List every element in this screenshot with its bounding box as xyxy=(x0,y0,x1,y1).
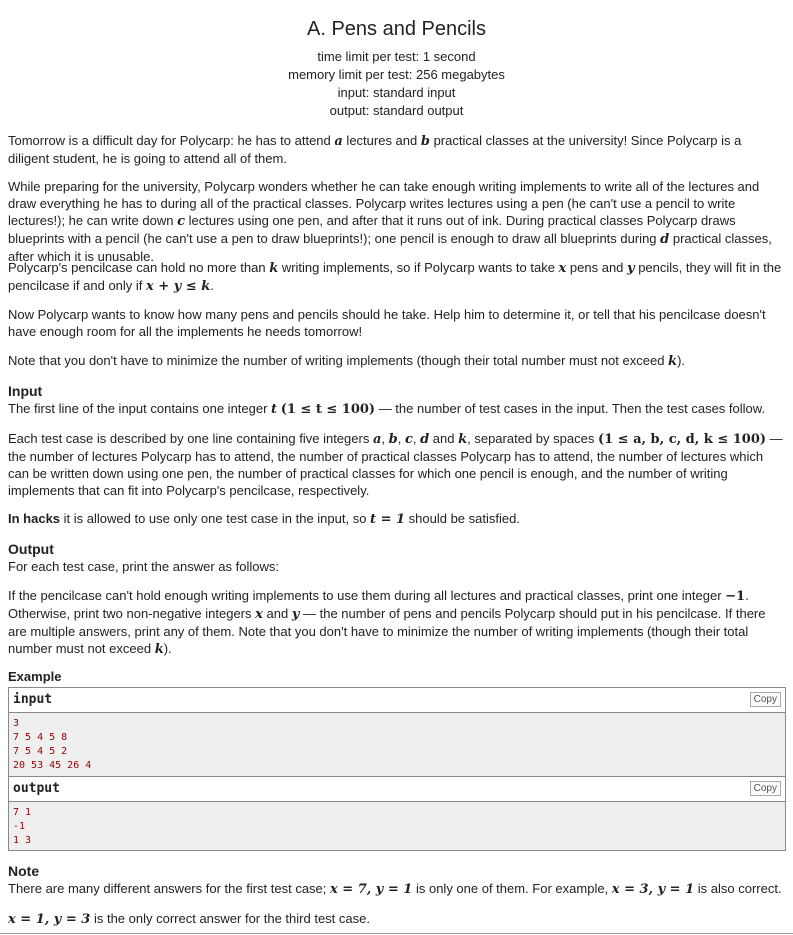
output-paragraph-1: For each test case, print the answer as follows: xyxy=(8,559,279,574)
example-output-header xyxy=(9,777,785,802)
statement-paragraph-1: Tomorrow is a difficult day for Polycarp: he has to attend a lectures and b practical classes at the university! Since Polycarp is a diligent student, he is going to attend all of them. xyxy=(8,133,742,166)
bottom-divider xyxy=(0,933,793,934)
statement-paragraph-4: Now Polycarp wants to know how many pens and pencils should he take. Help him to determine it, or tell that his pencilcase doesn't have enough room for all the implements he needs tomorrow! xyxy=(8,307,766,339)
input-line: 20 53 45 26 4 xyxy=(13,760,92,771)
input-line: 7 5 4 5 8 xyxy=(13,732,68,743)
statement-paragraph-2: While preparing for the university, Polycarp wonders whether he can take enough writing implements to write all of the lectures and draw everything he has to during all of the practical classes. Polycarp writes lectures using a pen (he can't use a pencil to write lectures!); he can write down c lectures using one pen, and after that it runs out of ink. During practical classes Polycarp draws blueprints with a pencil (he can't use a pen to draw blueprints!); one pencil is enough to draw all blueprints during d practical classes, after which it is unusable. xyxy=(8,179,772,264)
time-limit: time limit per test: 1 second xyxy=(317,49,476,64)
output-paragraph-2: If the pencilcase can't hold enough writing implements to use them during all lectures and practical classes, print one integer −1. Otherwise, print two non-negative integers x and y — the number of pens and pencils Polycarp should put in his pencilcase. If there are multiple answers, print any of them. Note that you don't have to minimize the number of writing implements (though their total number must not exceed k). xyxy=(8,588,766,657)
note-paragraph-1: There are many different answers for the first test case; x = 7, y = 1 is only one of them. For example, x = 3, y = 1 is also correct. xyxy=(8,881,782,897)
output-line: 1 3 xyxy=(13,835,32,846)
copy-input-button[interactable]: Copy xyxy=(750,692,781,707)
output-spec: output: standard output xyxy=(329,103,464,118)
memory-limit: memory limit per test: 256 megabytes xyxy=(288,67,505,82)
example-output-content xyxy=(9,802,785,850)
input-spec: input: standard input xyxy=(337,85,456,100)
output-heading: Output xyxy=(8,541,54,557)
input-paragraph-1: The first line of the input contains one integer t (1 ≤ t ≤ 100) — the number of test cases in the input. Then the test cases follow. xyxy=(8,401,766,417)
example-input-header xyxy=(9,688,785,713)
copy-output-button[interactable]: Copy xyxy=(750,781,781,796)
example-output-label: output xyxy=(13,781,60,796)
example-input-box xyxy=(8,687,786,777)
statement-paragraph-3: Polycarp's pencilcase can hold no more than k writing implements, so if Polycarp wants to take x pens and y pencils, they will fit in the pencilcase if and only if x + y ≤ k. xyxy=(8,260,782,294)
input-line: 3 xyxy=(13,718,20,729)
output-line: 7 1 xyxy=(13,807,32,818)
input-line: 7 5 4 5 2 xyxy=(13,746,68,757)
example-heading: Example xyxy=(8,669,62,684)
example-input-content xyxy=(9,713,785,776)
statement-paragraph-5: Note that you don't have to minimize the number of writing implements (though their total number must not exceed k). xyxy=(8,353,686,369)
example-output-box xyxy=(8,776,786,851)
note-heading: Note xyxy=(8,863,40,879)
output-line: -1 xyxy=(13,821,26,832)
example-input-label: input xyxy=(13,692,53,707)
hacks-paragraph: In hacks it is allowed to use only one test case in the input, so t = 1 should be satisfied. xyxy=(8,511,520,527)
input-heading: Input xyxy=(8,383,43,399)
problem-title: A. Pens and Pencils xyxy=(307,18,486,40)
input-paragraph-2: Each test case is described by one line containing five integers a, b, c, d and k, separated by spaces (1 ≤ a, b, c, d, k ≤ 100) — the number of lectures Polycarp has to attend, the number of practical classes Polycarp has to attend, the number of lectures which can be written down using one pen, the number of practical classes for which one pencil is enough, and the number of writing implements that can fit into Polycarp's pencilcase, respectively. xyxy=(8,431,783,498)
note-paragraph-2: x = 1, y = 3 is the only correct answer for the third test case. xyxy=(8,911,370,927)
